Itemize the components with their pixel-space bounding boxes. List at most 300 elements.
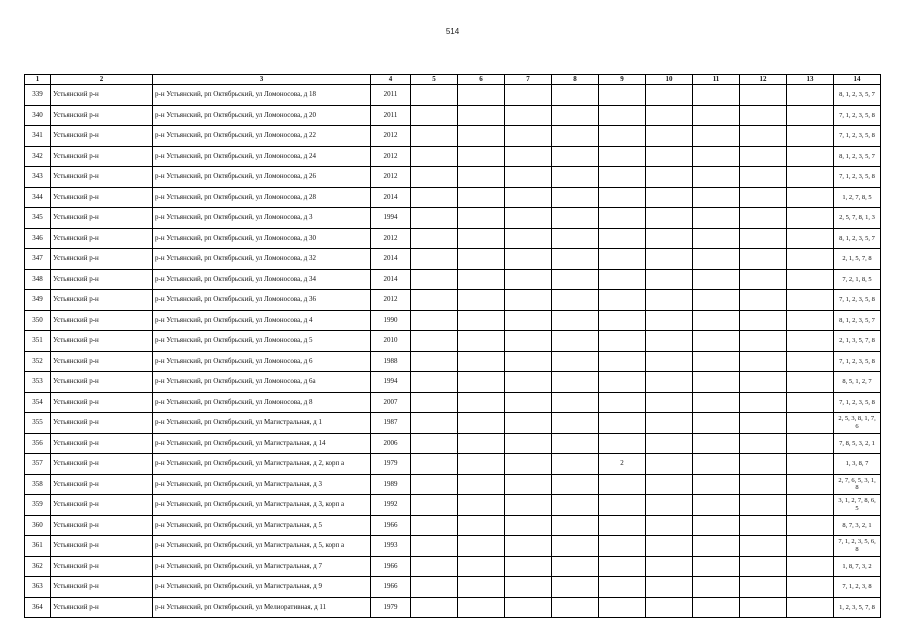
col9-cell	[599, 433, 646, 454]
col7-cell	[505, 105, 552, 126]
codes-cell: 7, 1, 2, 3, 5, 8	[834, 290, 881, 311]
col10-cell	[646, 433, 693, 454]
col12-cell	[740, 597, 787, 618]
district-cell: Устьянский р-н	[51, 454, 153, 475]
page-number: 514	[445, 27, 460, 36]
col11-cell	[693, 228, 740, 249]
col10-cell	[646, 269, 693, 290]
col7-cell	[505, 577, 552, 598]
col8-cell	[552, 454, 599, 475]
col7-cell	[505, 597, 552, 618]
table-row	[25, 597, 881, 618]
data-table	[24, 74, 881, 618]
col5-cell	[411, 290, 458, 311]
col7-cell	[505, 556, 552, 577]
col10-cell	[646, 331, 693, 352]
table-row	[25, 105, 881, 126]
col13-cell	[787, 392, 834, 413]
codes-cell: 8, 1, 2, 3, 5, 7	[834, 228, 881, 249]
col9-cell	[599, 187, 646, 208]
district-cell: Устьянский р-н	[51, 351, 153, 372]
col6-cell	[458, 249, 505, 270]
column-header: 6	[458, 75, 505, 85]
col11-cell	[693, 249, 740, 270]
district-cell: Устьянский р-н	[51, 167, 153, 188]
col6-cell	[458, 474, 505, 495]
col6-cell	[458, 290, 505, 311]
col11-cell	[693, 310, 740, 331]
col11-cell	[693, 495, 740, 516]
col7-cell	[505, 85, 552, 106]
codes-cell: 7, 8, 5, 3, 2, 1	[834, 433, 881, 454]
col6-cell	[458, 167, 505, 188]
row-number-cell: 364	[25, 597, 51, 618]
address-cell: р-н Устьянский, рп Октябрьский, ул Ломоносова, д 18	[153, 85, 371, 106]
col8-cell	[552, 105, 599, 126]
row-number-cell: 343	[25, 167, 51, 188]
col10-cell	[646, 228, 693, 249]
table-row	[25, 515, 881, 536]
col13-cell	[787, 556, 834, 577]
col12-cell	[740, 310, 787, 331]
col12-cell	[740, 85, 787, 106]
codes-cell: 8, 1, 2, 3, 5, 7	[834, 146, 881, 167]
col7-cell	[505, 392, 552, 413]
table-row	[25, 290, 881, 311]
col11-cell	[693, 85, 740, 106]
col8-cell	[552, 372, 599, 393]
column-header: 4	[371, 75, 411, 85]
col11-cell	[693, 536, 740, 557]
district-cell: Устьянский р-н	[51, 146, 153, 167]
codes-cell: 8, 5, 1, 2, 7	[834, 372, 881, 393]
col12-cell	[740, 556, 787, 577]
col9-cell	[599, 495, 646, 516]
col5-cell	[411, 269, 458, 290]
year-cell: 2011	[371, 85, 411, 106]
row-number-cell: 347	[25, 249, 51, 270]
address-cell: р-н Устьянский, рп Октябрьский, ул Магистральная, д 9	[153, 577, 371, 598]
col7-cell	[505, 228, 552, 249]
col7-cell	[505, 454, 552, 475]
col12-cell	[740, 392, 787, 413]
col7-cell	[505, 249, 552, 270]
codes-cell: 2, 7, 6, 5, 3, 1, 8	[834, 474, 881, 495]
col6-cell	[458, 208, 505, 229]
col5-cell	[411, 392, 458, 413]
row-number-cell: 354	[25, 392, 51, 413]
col5-cell	[411, 433, 458, 454]
district-cell: Устьянский р-н	[51, 495, 153, 516]
address-cell: р-н Устьянский, рп Октябрьский, ул Ломоносова, д 32	[153, 249, 371, 270]
table-row	[25, 146, 881, 167]
column-header: 10	[646, 75, 693, 85]
col6-cell	[458, 187, 505, 208]
col10-cell	[646, 413, 693, 434]
col8-cell	[552, 269, 599, 290]
year-cell: 1966	[371, 515, 411, 536]
district-cell: Устьянский р-н	[51, 187, 153, 208]
district-cell: Устьянский р-н	[51, 269, 153, 290]
row-number-cell: 346	[25, 228, 51, 249]
col10-cell	[646, 536, 693, 557]
table-row	[25, 208, 881, 229]
col12-cell	[740, 536, 787, 557]
table-row	[25, 331, 881, 352]
col9-cell	[599, 597, 646, 618]
col12-cell	[740, 167, 787, 188]
col6-cell	[458, 228, 505, 249]
col12-cell	[740, 433, 787, 454]
col11-cell	[693, 515, 740, 536]
col10-cell	[646, 577, 693, 598]
year-cell: 1987	[371, 413, 411, 434]
year-cell: 2011	[371, 105, 411, 126]
col7-cell	[505, 146, 552, 167]
year-cell: 1994	[371, 208, 411, 229]
district-cell: Устьянский р-н	[51, 474, 153, 495]
address-cell: р-н Устьянский, рп Октябрьский, ул Мелиоративная, д 11	[153, 597, 371, 618]
col11-cell	[693, 146, 740, 167]
col6-cell	[458, 372, 505, 393]
col13-cell	[787, 454, 834, 475]
col9-cell	[599, 228, 646, 249]
col13-cell	[787, 413, 834, 434]
col13-cell	[787, 474, 834, 495]
codes-cell: 1, 3, 8, 7	[834, 454, 881, 475]
col7-cell	[505, 126, 552, 147]
codes-cell: 7, 1, 2, 3, 5, 8	[834, 105, 881, 126]
col7-cell	[505, 536, 552, 557]
col13-cell	[787, 208, 834, 229]
col11-cell	[693, 474, 740, 495]
table-row	[25, 269, 881, 290]
col13-cell	[787, 228, 834, 249]
col9-cell	[599, 351, 646, 372]
col6-cell	[458, 310, 505, 331]
table-row	[25, 454, 881, 475]
col5-cell	[411, 249, 458, 270]
col13-cell	[787, 167, 834, 188]
district-cell: Устьянский р-н	[51, 597, 153, 618]
row-number-cell: 341	[25, 126, 51, 147]
col12-cell	[740, 331, 787, 352]
col6-cell	[458, 331, 505, 352]
col13-cell	[787, 351, 834, 372]
year-cell: 1989	[371, 474, 411, 495]
col5-cell	[411, 454, 458, 475]
col12-cell	[740, 474, 787, 495]
col6-cell	[458, 413, 505, 434]
year-cell: 2012	[371, 290, 411, 311]
address-cell: р-н Устьянский, рп Октябрьский, ул Магистральная, д 5, корп а	[153, 536, 371, 557]
codes-cell: 3, 1, 2, 7, 8, 6, 5	[834, 495, 881, 516]
col8-cell	[552, 146, 599, 167]
table-row	[25, 474, 881, 495]
col5-cell	[411, 515, 458, 536]
col10-cell	[646, 372, 693, 393]
col6-cell	[458, 536, 505, 557]
col12-cell	[740, 495, 787, 516]
col7-cell	[505, 331, 552, 352]
col11-cell	[693, 167, 740, 188]
row-number-cell: 357	[25, 454, 51, 475]
table-row	[25, 249, 881, 270]
col7-cell	[505, 413, 552, 434]
col11-cell	[693, 187, 740, 208]
col12-cell	[740, 372, 787, 393]
row-number-cell: 350	[25, 310, 51, 331]
address-cell: р-н Устьянский, рп Октябрьский, ул Магистральная, д 14	[153, 433, 371, 454]
codes-cell: 2, 1, 3, 5, 7, 8	[834, 331, 881, 352]
col8-cell	[552, 577, 599, 598]
col11-cell	[693, 413, 740, 434]
col10-cell	[646, 187, 693, 208]
address-cell: р-н Устьянский, рп Октябрьский, ул Магистральная, д 1	[153, 413, 371, 434]
col9-cell	[599, 392, 646, 413]
col10-cell	[646, 351, 693, 372]
col11-cell	[693, 597, 740, 618]
col11-cell	[693, 105, 740, 126]
col13-cell	[787, 536, 834, 557]
col9-cell	[599, 290, 646, 311]
table-row	[25, 392, 881, 413]
col11-cell	[693, 351, 740, 372]
col8-cell	[552, 392, 599, 413]
col10-cell	[646, 495, 693, 516]
col11-cell	[693, 454, 740, 475]
col9-cell	[599, 249, 646, 270]
year-cell: 2014	[371, 249, 411, 270]
column-header: 12	[740, 75, 787, 85]
col6-cell	[458, 105, 505, 126]
col10-cell	[646, 249, 693, 270]
col10-cell	[646, 85, 693, 106]
district-cell: Устьянский р-н	[51, 433, 153, 454]
year-cell: 1966	[371, 556, 411, 577]
col11-cell	[693, 577, 740, 598]
col11-cell	[693, 433, 740, 454]
table-row	[25, 372, 881, 393]
col6-cell	[458, 392, 505, 413]
year-cell: 2010	[371, 331, 411, 352]
col10-cell	[646, 208, 693, 229]
year-cell: 1994	[371, 372, 411, 393]
col7-cell	[505, 290, 552, 311]
table-row	[25, 187, 881, 208]
codes-cell: 1, 8, 7, 3, 2	[834, 556, 881, 577]
col9-cell	[599, 556, 646, 577]
col7-cell	[505, 372, 552, 393]
codes-cell: 2, 5, 3, 8, 1, 7, 6	[834, 413, 881, 434]
row-number-cell: 361	[25, 536, 51, 557]
col13-cell	[787, 577, 834, 598]
header-row	[25, 75, 881, 85]
col12-cell	[740, 105, 787, 126]
row-number-cell: 340	[25, 105, 51, 126]
year-cell: 2012	[371, 126, 411, 147]
col11-cell	[693, 392, 740, 413]
col6-cell	[458, 126, 505, 147]
col11-cell	[693, 290, 740, 311]
col9-cell	[599, 208, 646, 229]
row-number-cell: 363	[25, 577, 51, 598]
col13-cell	[787, 105, 834, 126]
table-row	[25, 413, 881, 434]
col5-cell	[411, 228, 458, 249]
col12-cell	[740, 290, 787, 311]
table-row	[25, 536, 881, 557]
address-cell: р-н Устьянский, рп Октябрьский, ул Ломоносова, д 5	[153, 331, 371, 352]
district-cell: Устьянский р-н	[51, 556, 153, 577]
codes-cell: 7, 2, 1, 8, 5	[834, 269, 881, 290]
col8-cell	[552, 187, 599, 208]
col5-cell	[411, 105, 458, 126]
col11-cell	[693, 556, 740, 577]
col7-cell	[505, 310, 552, 331]
col8-cell	[552, 474, 599, 495]
district-cell: Устьянский р-н	[51, 392, 153, 413]
col9-cell	[599, 146, 646, 167]
col12-cell	[740, 269, 787, 290]
col5-cell	[411, 331, 458, 352]
row-number-cell: 344	[25, 187, 51, 208]
col10-cell	[646, 146, 693, 167]
col5-cell	[411, 474, 458, 495]
col12-cell	[740, 249, 787, 270]
col9-cell	[599, 536, 646, 557]
col11-cell	[693, 126, 740, 147]
address-cell: р-н Устьянский, рп Октябрьский, ул Ломоносова, д 3	[153, 208, 371, 229]
col10-cell	[646, 126, 693, 147]
address-cell: р-н Устьянский, рп Октябрьский, ул Ломоносова, д 8	[153, 392, 371, 413]
col5-cell	[411, 372, 458, 393]
col9-cell	[599, 515, 646, 536]
col6-cell	[458, 597, 505, 618]
col13-cell	[787, 495, 834, 516]
col8-cell	[552, 536, 599, 557]
col13-cell	[787, 85, 834, 106]
row-number-cell: 351	[25, 331, 51, 352]
col6-cell	[458, 146, 505, 167]
col13-cell	[787, 126, 834, 147]
col10-cell	[646, 515, 693, 536]
column-header: 3	[153, 75, 371, 85]
col12-cell	[740, 351, 787, 372]
table-row	[25, 228, 881, 249]
codes-cell: 8, 1, 2, 3, 5, 7	[834, 310, 881, 331]
col6-cell	[458, 454, 505, 475]
table-row	[25, 85, 881, 106]
col6-cell	[458, 577, 505, 598]
col10-cell	[646, 310, 693, 331]
row-number-cell: 362	[25, 556, 51, 577]
col12-cell	[740, 454, 787, 475]
col9-cell	[599, 126, 646, 147]
col7-cell	[505, 269, 552, 290]
year-cell: 2006	[371, 433, 411, 454]
col12-cell	[740, 187, 787, 208]
district-cell: Устьянский р-н	[51, 577, 153, 598]
col8-cell	[552, 413, 599, 434]
codes-cell: 8, 1, 2, 3, 5, 7	[834, 85, 881, 106]
col13-cell	[787, 249, 834, 270]
year-cell: 2014	[371, 187, 411, 208]
col10-cell	[646, 474, 693, 495]
col8-cell	[552, 515, 599, 536]
district-cell: Устьянский р-н	[51, 372, 153, 393]
col6-cell	[458, 351, 505, 372]
column-header: 11	[693, 75, 740, 85]
col7-cell	[505, 515, 552, 536]
table-row	[25, 167, 881, 188]
col7-cell	[505, 167, 552, 188]
address-cell: р-н Устьянский, рп Октябрьский, ул Магистральная, д 3	[153, 474, 371, 495]
address-cell: р-н Устьянский, рп Октябрьский, ул Ломоносова, д 26	[153, 167, 371, 188]
codes-cell: 8, 7, 3, 2, 1	[834, 515, 881, 536]
address-cell: р-н Устьянский, рп Октябрьский, ул Ломоносова, д 30	[153, 228, 371, 249]
col8-cell	[552, 167, 599, 188]
codes-cell: 2, 5, 7, 8, 1, 3	[834, 208, 881, 229]
year-cell: 2012	[371, 167, 411, 188]
col10-cell	[646, 290, 693, 311]
codes-cell: 7, 1, 2, 3, 5, 8	[834, 126, 881, 147]
column-header: 2	[51, 75, 153, 85]
col7-cell	[505, 351, 552, 372]
col5-cell	[411, 577, 458, 598]
col9-cell: 2	[599, 454, 646, 475]
column-header: 9	[599, 75, 646, 85]
col11-cell	[693, 208, 740, 229]
table-row	[25, 126, 881, 147]
col9-cell	[599, 331, 646, 352]
address-cell: р-н Устьянский, рп Октябрьский, ул Ломоносова, д 20	[153, 105, 371, 126]
col8-cell	[552, 495, 599, 516]
col11-cell	[693, 372, 740, 393]
col8-cell	[552, 290, 599, 311]
address-cell: р-н Устьянский, рп Октябрьский, ул Ломоносова, д 6	[153, 351, 371, 372]
col8-cell	[552, 433, 599, 454]
row-number-cell: 349	[25, 290, 51, 311]
col7-cell	[505, 474, 552, 495]
col9-cell	[599, 85, 646, 106]
row-number-cell: 342	[25, 146, 51, 167]
col7-cell	[505, 208, 552, 229]
col8-cell	[552, 597, 599, 618]
col6-cell	[458, 515, 505, 536]
col12-cell	[740, 146, 787, 167]
district-cell: Устьянский р-н	[51, 85, 153, 106]
col8-cell	[552, 556, 599, 577]
col10-cell	[646, 167, 693, 188]
col6-cell	[458, 556, 505, 577]
col8-cell	[552, 85, 599, 106]
codes-cell: 1, 2, 3, 5, 7, 8	[834, 597, 881, 618]
col5-cell	[411, 556, 458, 577]
table-row	[25, 351, 881, 372]
col13-cell	[787, 290, 834, 311]
col5-cell	[411, 351, 458, 372]
row-number-cell: 353	[25, 372, 51, 393]
col13-cell	[787, 269, 834, 290]
col12-cell	[740, 413, 787, 434]
col12-cell	[740, 515, 787, 536]
table-row	[25, 433, 881, 454]
address-cell: р-н Устьянский, рп Октябрьский, ул Магистральная, д 5	[153, 515, 371, 536]
address-cell: р-н Устьянский, рп Октябрьский, ул Ломоносова, д 22	[153, 126, 371, 147]
address-cell: р-н Устьянский, рп Октябрьский, ул Магистральная, д 7	[153, 556, 371, 577]
codes-cell: 7, 1, 2, 3, 5, 8	[834, 392, 881, 413]
